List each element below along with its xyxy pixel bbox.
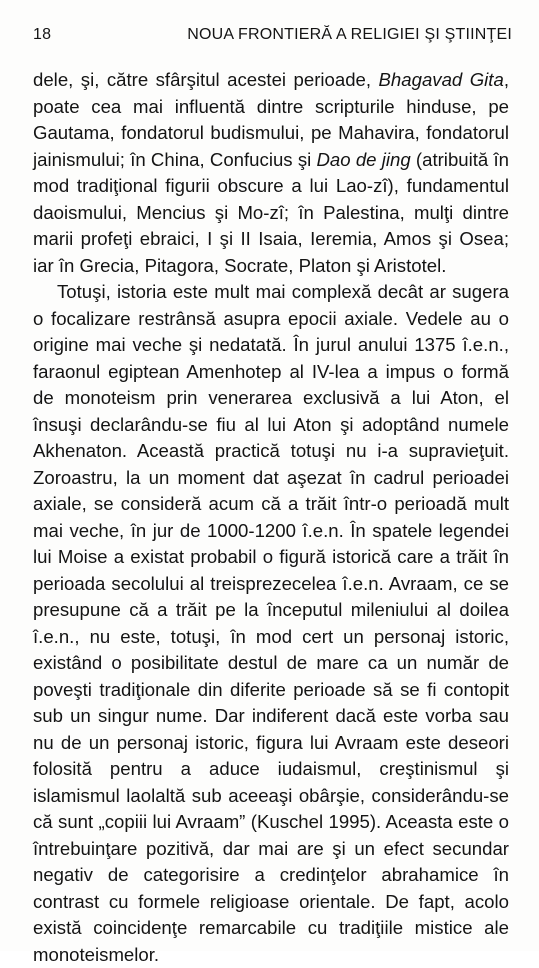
paragraph-1-segment: dele, şi, către sfârşitul acestei perioade, (33, 69, 379, 90)
running-title: NOUA FRONTIERĂ A RELIGIEI ŞI ŞTIINŢEI (187, 26, 512, 43)
paragraph-2-segment: Totuşi, istoria este mult mai complexă decât ar sugera o focalizare restrânsă asupra epocii axiale. Vedele au o origine mai veche şi nedatată. În jurul anului 1375 î.e.n., faraonul egiptean Amenhotep al IV-lea a impus o formă de monoteism prin venerarea exclusivă a lui Aton, el însuşi declarându-se fiu al lui Aton şi adoptând numele Akhenaton. Această practică totuşi nu i-a supravieţuit. Zoroastru, la un moment dat aşezat în cadrul perioadei axiale, se consideră acum că a trăit într-o perioadă mult mai veche, în jur de 1000-1200 î.e.n. În spatele legendei lui Moise a existat probabil o figură istorică care a trăit în perioada secolului al treisprezecelea î.e.n. Avraam, ce se presupune că a trăit pe la începutul mileniului al doilea î.e.n., nu este, totuşi, în mod cert un personaj istoric, existând o posibilitate destul de mare ca un număr de poveşti tradiţionale din diferite perioade să se fi contopit sub un singur nume. Dar indiferent dacă este vorba sau nu de un personaj istoric, figura lui Avraam este deseori folosită pentru a aduce iudaismul, creştinismul şi islamismul laolaltă sub aceeaşi obârşie, considerându-se că sunt „copiii lui Avraam” (Kuschel 1995). Aceasta este o întrebuinţare pozitivă, dar mai are şi un efect secundar negativ de categorisire a credinţelor abrahamice în contrast cu formele religioase orientale. De fapt, acolo există coincidenţe remarcabile cu tradiţiile mistice ale monoteismelor. (33, 281, 509, 965)
paragraph-2 (33, 279, 509, 968)
body-text (33, 67, 509, 968)
page-header (33, 26, 512, 48)
paragraph-1-segment: , poate cea mai influentă dintre scripturile hinduse, pe Gautama, fondatorul budismului, pe Mahavira, fondatorul jainismului; în China, Confucius şi (33, 69, 509, 170)
page-number: 18 (33, 26, 52, 43)
book-title-bhagavad-gita: Bhagavad Gita (378, 69, 504, 90)
paragraph-1 (33, 67, 509, 279)
paragraph-1-segment: (atribuită în mod tradiţional figurii obscure a lui Lao-zî), fundamentul daoismului, Mencius şi Mo-zî; în Palestina, mulţi dintre marii profeţi ebraici, I şi II Isaia, Ieremia, Amos şi Osea; iar în Grecia, Pitagora, Socrate, Platon şi Aristotel. (33, 148, 509, 276)
book-title-dao-de-jing: Dao de jing (316, 148, 411, 170)
